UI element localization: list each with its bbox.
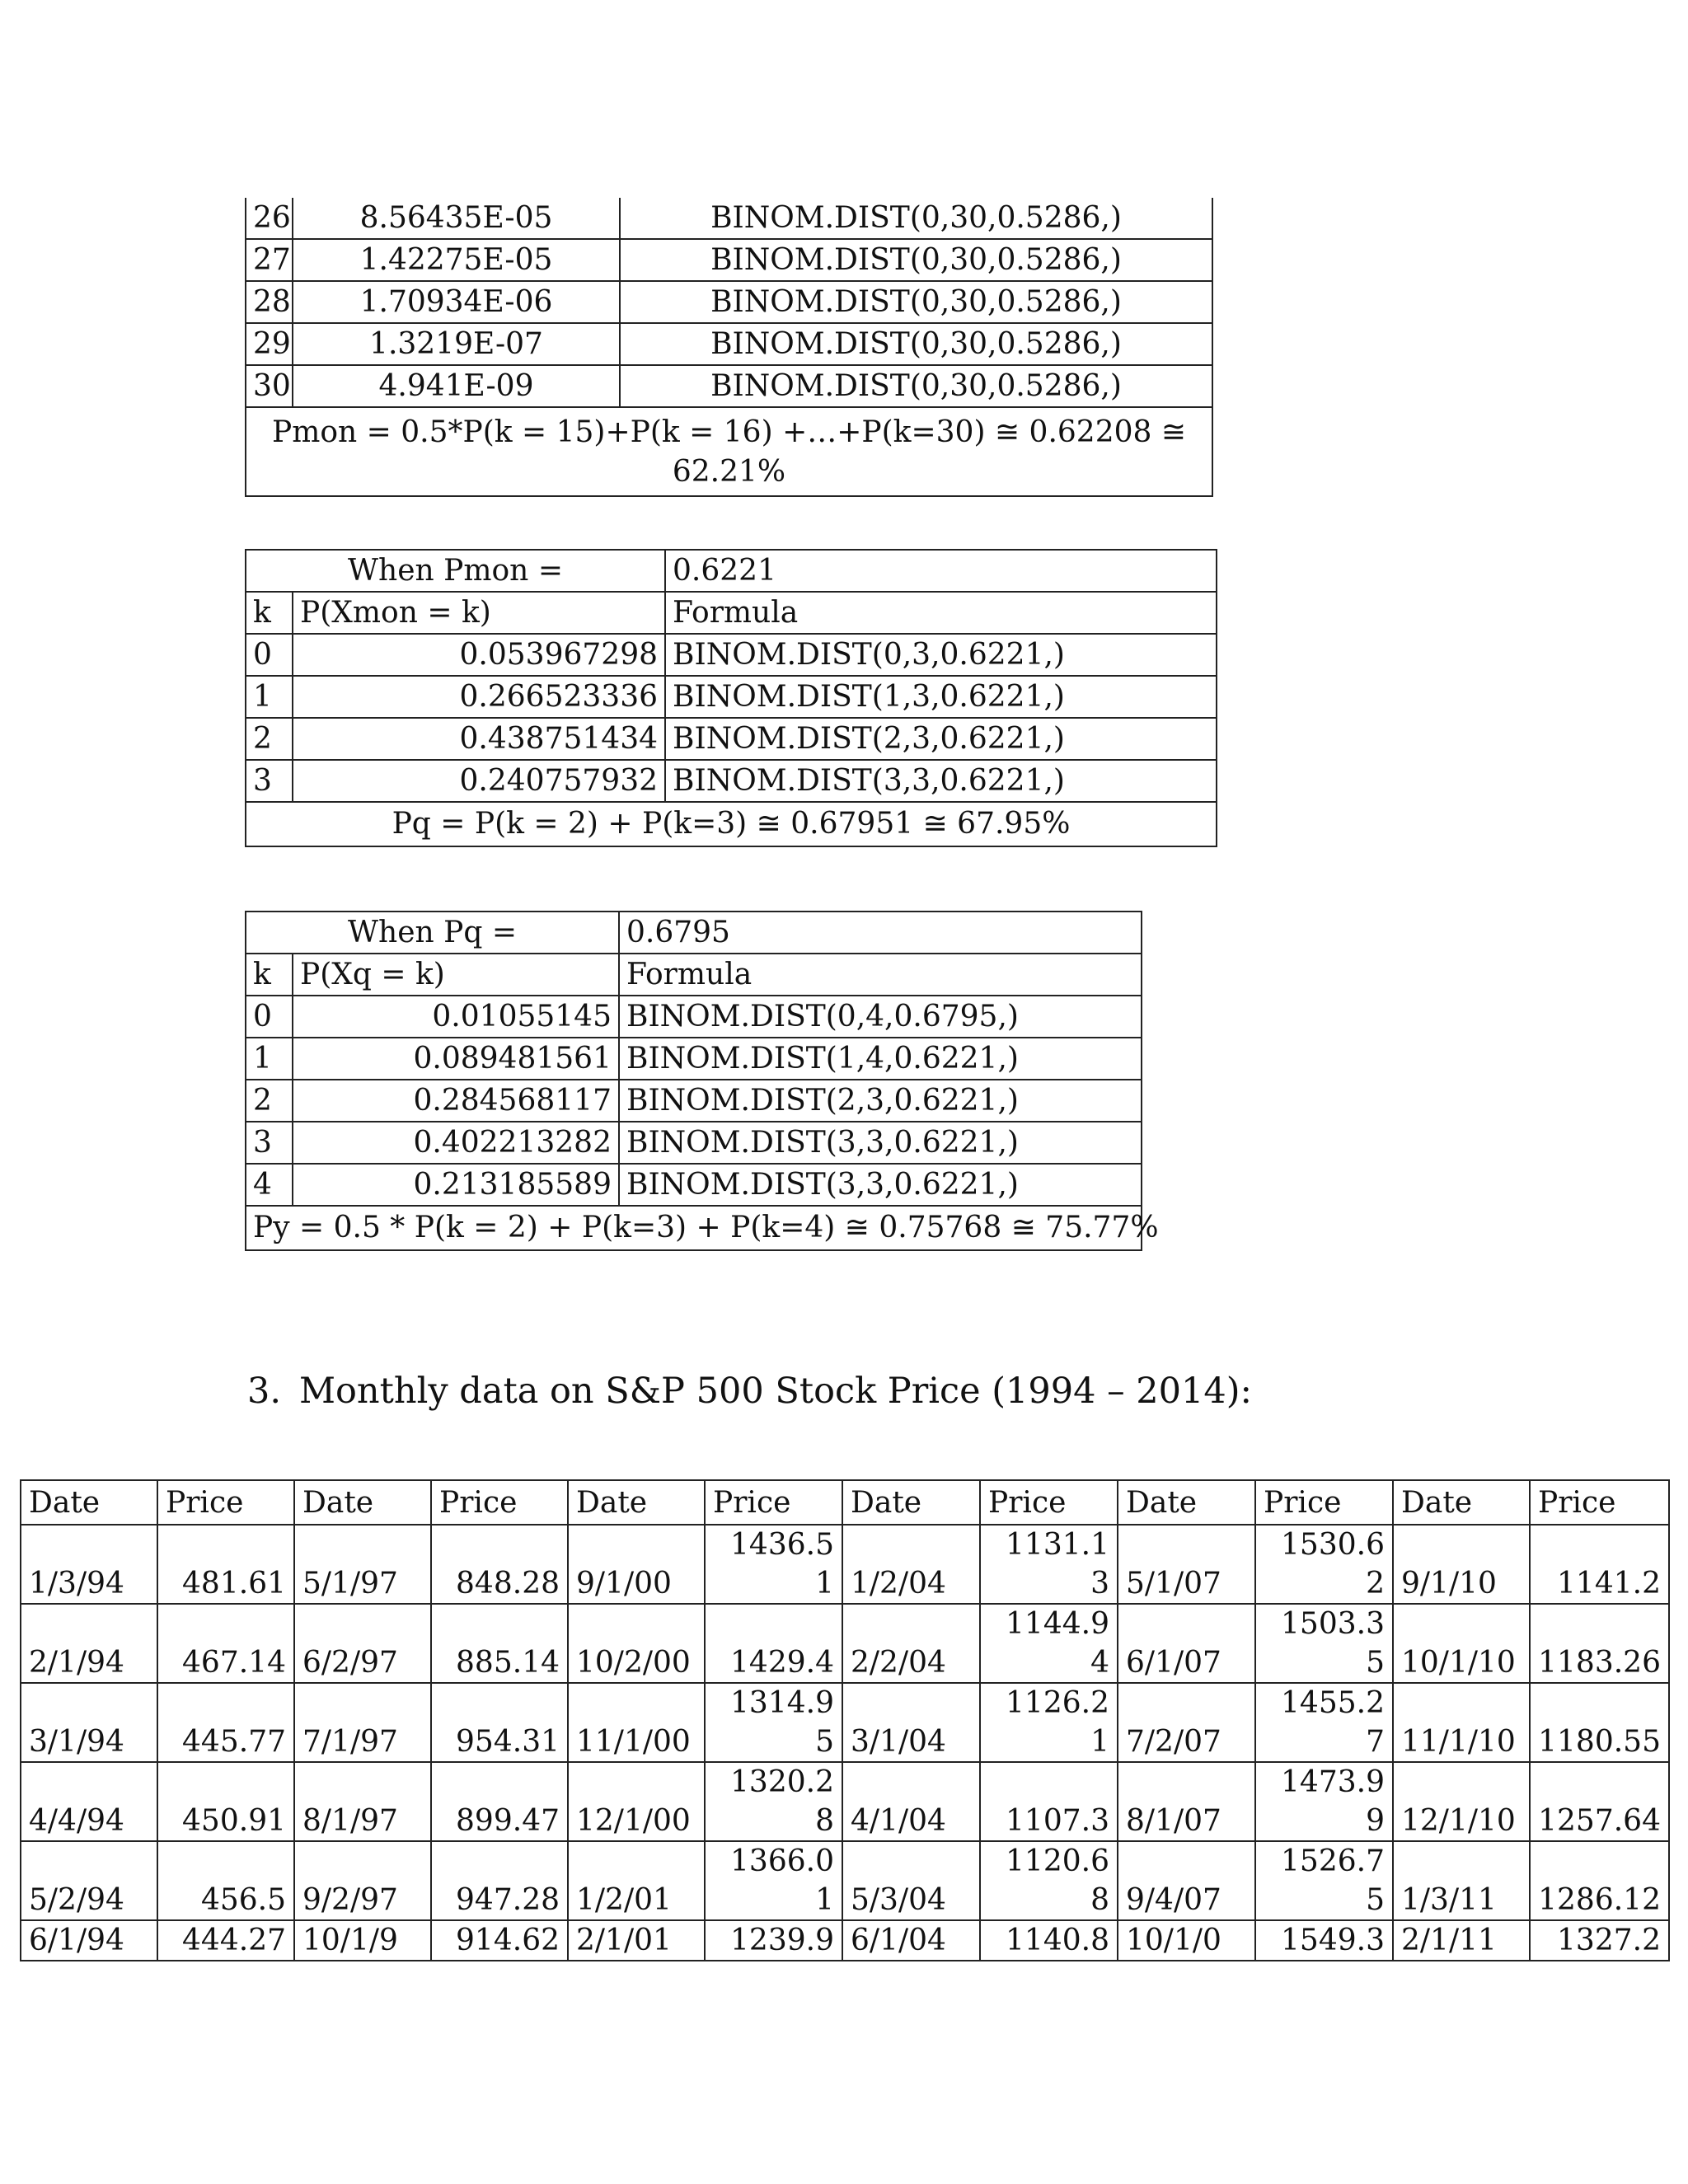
date-cell: 2/2/04 [842,1604,980,1683]
table-row [246,198,1212,239]
table-row [21,1604,1669,1683]
price-cell: 445.77 [157,1683,294,1762]
table-row [246,365,1212,407]
date-cell: 5/2/94 [21,1841,157,1920]
formula-cell: BINOM.DIST(0,30,0.5286,) [620,198,1212,239]
price-cell: 1473.99 [1255,1762,1393,1841]
price-cell: 1327.2 [1530,1920,1669,1961]
date-cell: 10/2/00 [568,1604,705,1683]
table-row [21,1683,1669,1762]
pmon-summary-cell [246,407,1212,496]
probability-cell: 0.053967298 [293,634,665,676]
probability-cell: 0.266523336 [293,676,665,718]
table-row [246,281,1212,323]
k-cell: 1 [246,1038,293,1080]
formula-cell: BINOM.DIST(3,3,0.6221,) [665,760,1217,802]
probability-cell: 4.941E-09 [293,365,620,407]
table-row [246,760,1217,802]
date-cell: 12/1/00 [568,1762,705,1841]
date-cell: 2/1/11 [1393,1920,1530,1961]
date-cell: 11/1/00 [568,1683,705,1762]
price-cell: 914.62 [431,1920,568,1961]
date-cell: 7/1/97 [294,1683,431,1762]
price-cell: 467.14 [157,1604,294,1683]
pmon-distribution-table [245,549,1217,847]
formula-cell: BINOM.DIST(3,3,0.6221,) [619,1164,1142,1206]
pmon-p-header: P(Xmon = k) [293,592,665,634]
date-cell: 10/1/10 [1393,1604,1530,1683]
date-cell: 6/1/04 [842,1920,980,1961]
price-cell: 1314.95 [705,1683,842,1762]
price-cell: 848.28 [431,1525,568,1604]
date-cell: 1/2/01 [568,1841,705,1920]
pq-when-label: When Pq = [246,912,619,954]
column-header: Date [568,1480,705,1525]
formula-cell: BINOM.DIST(1,4,0.6221,) [619,1038,1142,1080]
table-row [21,1920,1669,1961]
price-cell: 1286.12 [1530,1841,1669,1920]
price-cell: 1429.4 [705,1604,842,1683]
table-row [246,239,1212,281]
formula-cell: BINOM.DIST(2,3,0.6221,) [665,718,1217,760]
probability-cell: 8.56435E-05 [293,198,620,239]
pmon-when-value: 0.6221 [665,550,1217,592]
table-row [246,676,1217,718]
price-cell: 1144.94 [980,1604,1118,1683]
price-cell: 1180.55 [1530,1683,1669,1762]
price-cell: 947.28 [431,1841,568,1920]
formula-cell: BINOM.DIST(0,3,0.6221,) [665,634,1217,676]
price-cell: 1503.35 [1255,1604,1393,1683]
py-summary: Py = 0.5 * P(k = 2) + P(k=3) + P(k=4) ≅ 0.75768 ≅ 75.77% [246,1206,1142,1250]
column-header: Date [1118,1480,1255,1525]
price-cell: 1526.75 [1255,1841,1393,1920]
price-cell: 885.14 [431,1604,568,1683]
formula-cell: BINOM.DIST(0,30,0.5286,) [620,365,1212,407]
sp500-header-row [21,1480,1669,1525]
formula-cell: BINOM.DIST(0,30,0.5286,) [620,281,1212,323]
date-cell: 8/1/07 [1118,1762,1255,1841]
pq-k-header: k [246,954,293,996]
table-row [246,1122,1142,1164]
pq-distribution-table [245,911,1159,1251]
probability-cell: 0.402213282 [293,1122,619,1164]
pmon-formula-header: Formula [665,592,1217,634]
price-cell: 1126.21 [980,1683,1118,1762]
column-header: Price [980,1480,1118,1525]
price-cell: 899.47 [431,1762,568,1841]
table-row [21,1525,1669,1604]
probability-cell: 0.01055145 [293,996,619,1038]
pq-when-value: 0.6795 [619,912,1142,954]
date-cell: 2/1/94 [21,1604,157,1683]
column-header: Price [1255,1480,1393,1525]
table-row [246,1038,1142,1080]
probability-cell: 0.089481561 [293,1038,619,1080]
price-cell: 1455.27 [1255,1683,1393,1762]
date-cell: 5/1/97 [294,1525,431,1604]
price-cell: 1530.62 [1255,1525,1393,1604]
date-cell: 2/1/01 [568,1920,705,1961]
date-cell: 12/1/10 [1393,1762,1530,1841]
date-cell: 5/3/04 [842,1841,980,1920]
k-cell: 2 [246,718,293,760]
section-number: 3. [247,1371,282,1412]
k-cell: 28 [246,281,293,323]
column-header: Date [294,1480,431,1525]
probability-cell: 1.42275E-05 [293,239,620,281]
date-cell: 1/3/11 [1393,1841,1530,1920]
date-cell: 1/3/94 [21,1525,157,1604]
price-cell: 1549.3 [1255,1920,1393,1961]
price-cell: 1320.28 [705,1762,842,1841]
date-cell: 8/1/97 [294,1762,431,1841]
date-cell: 9/2/97 [294,1841,431,1920]
price-cell: 1131.13 [980,1525,1118,1604]
formula-cell: BINOM.DIST(0,30,0.5286,) [620,239,1212,281]
price-cell: 1140.8 [980,1920,1118,1961]
k-cell: 4 [246,1164,293,1206]
k-cell: 2 [246,1080,293,1122]
probability-cell: 1.70934E-06 [293,281,620,323]
pmon-summary-line2: 62.21% [672,455,786,489]
k-cell: 26 [246,198,293,239]
table-row [246,323,1212,365]
binomial-30-rows [246,198,1212,407]
k-cell: 1 [246,676,293,718]
price-cell: 1436.51 [705,1525,842,1604]
table-row [21,1762,1669,1841]
pmon-summary-line1: Pmon = 0.5*P(k = 15)+P(k = 16) +…+P(k=30) ≅ 0.62208 ≅ [271,415,1187,449]
price-cell: 444.27 [157,1920,294,1961]
formula-cell: BINOM.DIST(2,3,0.6221,) [619,1080,1142,1122]
table-row [246,634,1217,676]
probability-cell: 0.284568117 [293,1080,619,1122]
table-row [246,718,1217,760]
date-cell: 6/1/07 [1118,1604,1255,1683]
date-cell: 10/1/0 [1118,1920,1255,1961]
formula-cell: BINOM.DIST(0,30,0.5286,) [620,323,1212,365]
pmon-when-label: When Pmon = [246,550,665,592]
formula-cell: BINOM.DIST(0,4,0.6795,) [619,996,1142,1038]
date-cell: 11/1/10 [1393,1683,1530,1762]
date-cell: 9/1/00 [568,1525,705,1604]
pq-summary: Pq = P(k = 2) + P(k=3) ≅ 0.67951 ≅ 67.95% [246,802,1217,846]
date-cell: 1/2/04 [842,1525,980,1604]
date-cell: 9/1/10 [1393,1525,1530,1604]
price-cell: 1183.26 [1530,1604,1669,1683]
date-cell: 5/1/07 [1118,1525,1255,1604]
section-title: Monthly data on S&P 500 Stock Price (1994 – 2014): [299,1371,1252,1412]
price-cell: 1366.01 [705,1841,842,1920]
table-row [21,1841,1669,1920]
price-cell: 456.5 [157,1841,294,1920]
k-cell: 3 [246,760,293,802]
date-cell: 7/2/07 [1118,1683,1255,1762]
price-cell: 450.91 [157,1762,294,1841]
column-header: Price [705,1480,842,1525]
table-row [246,996,1142,1038]
column-header: Price [431,1480,568,1525]
price-cell: 1120.68 [980,1841,1118,1920]
column-header: Price [1530,1480,1669,1525]
k-cell: 30 [246,365,293,407]
k-cell: 0 [246,634,293,676]
pq-formula-header: Formula [619,954,1142,996]
table-row [246,1164,1142,1206]
probability-cell: 1.3219E-07 [293,323,620,365]
date-cell: 3/1/94 [21,1683,157,1762]
table-row [246,1080,1142,1122]
probability-cell: 0.240757932 [293,760,665,802]
price-cell: 1141.2 [1530,1525,1669,1604]
formula-cell: BINOM.DIST(3,3,0.6221,) [619,1122,1142,1164]
sp500-monthly-table [20,1479,1670,1961]
binomial-30-table [245,198,1213,497]
price-cell: 1107.3 [980,1762,1118,1841]
date-cell: 6/1/94 [21,1920,157,1961]
k-cell: 0 [246,996,293,1038]
section-3-heading [247,1371,1252,1412]
price-cell: 481.61 [157,1525,294,1604]
date-cell: 9/4/07 [1118,1841,1255,1920]
column-header: Date [21,1480,157,1525]
k-cell: 29 [246,323,293,365]
column-header: Price [157,1480,294,1525]
date-cell: 6/2/97 [294,1604,431,1683]
column-header: Date [842,1480,980,1525]
k-cell: 27 [246,239,293,281]
k-cell: 3 [246,1122,293,1164]
pmon-k-header: k [246,592,293,634]
date-cell: 4/4/94 [21,1762,157,1841]
price-cell: 1239.9 [705,1920,842,1961]
column-header: Date [1393,1480,1530,1525]
probability-cell: 0.438751434 [293,718,665,760]
pq-p-header: P(Xq = k) [293,954,619,996]
price-cell: 1257.64 [1530,1762,1669,1841]
probability-cell: 0.213185589 [293,1164,619,1206]
date-cell: 10/1/9 [294,1920,431,1961]
price-cell: 954.31 [431,1683,568,1762]
date-cell: 3/1/04 [842,1683,980,1762]
date-cell: 4/1/04 [842,1762,980,1841]
formula-cell: BINOM.DIST(1,3,0.6221,) [665,676,1217,718]
